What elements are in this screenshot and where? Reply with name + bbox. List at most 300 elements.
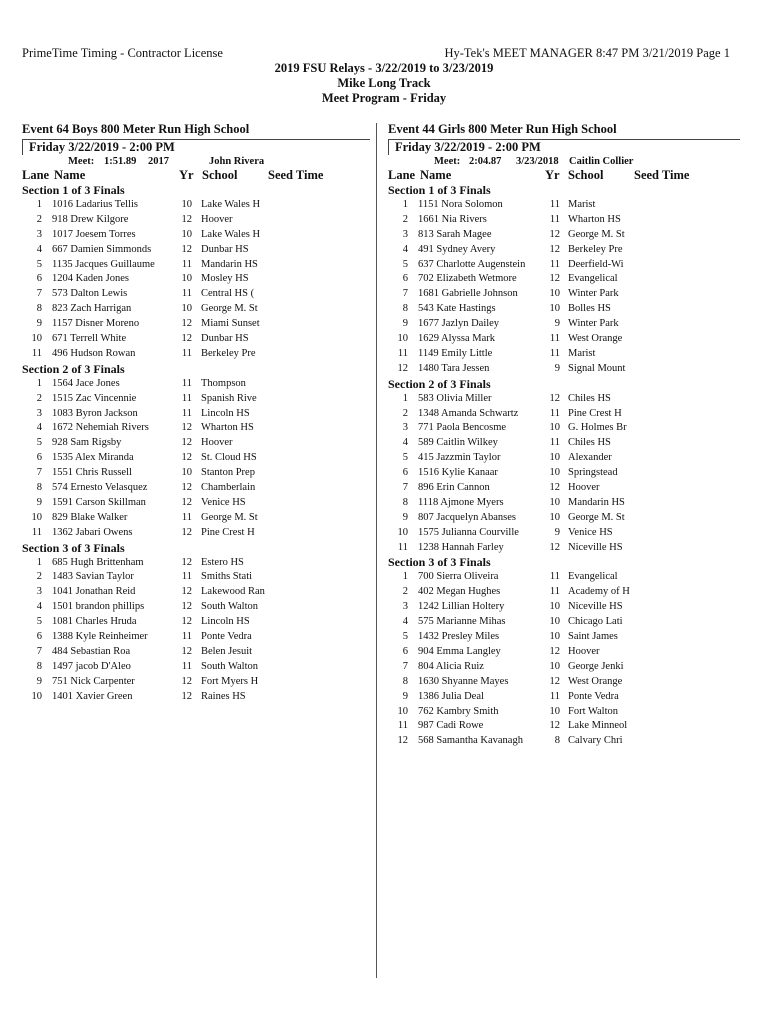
entry-name: 1661 Nia Rivers (418, 213, 487, 225)
lane-number: 4 (402, 243, 408, 255)
entry-school: West Orange (568, 675, 623, 687)
lane-number: 3 (402, 422, 408, 434)
entry-name: 807 Jacquelyn Abanses (418, 511, 516, 523)
lane-number: 10 (397, 526, 408, 538)
section-heading: Section 2 of 3 Finals (22, 361, 125, 376)
table-row (388, 243, 740, 258)
entry-name: 751 Nick Carpenter (52, 675, 135, 687)
column-header-yr: Yr (179, 168, 194, 182)
entry-school: Berkeley Pre (568, 243, 623, 255)
column-header-yr: Yr (545, 168, 560, 182)
entry-school: Pine Crest H (568, 407, 622, 419)
lane-number: 7 (36, 467, 42, 479)
entry-year: 10 (549, 288, 560, 300)
entry-school: George M. St (568, 511, 625, 523)
entry-name: 1432 Presley Miles (418, 631, 500, 643)
meet-record-label: Meet: (434, 156, 461, 167)
lane-number: 1 (36, 556, 42, 568)
table-row (388, 407, 740, 422)
lane-number: 4 (36, 601, 42, 613)
table-row (22, 481, 370, 496)
entry-name: 823 Zach Harrigan (52, 303, 132, 315)
table-row (388, 317, 740, 332)
entry-name: 1677 Jazlyn Dailey (418, 318, 500, 330)
entry-year: 10 (181, 273, 192, 285)
table-row (388, 481, 740, 496)
entry-name: 1388 Kyle Reinheimer (52, 631, 148, 643)
entry-year: 11 (549, 586, 560, 598)
entry-year: 11 (549, 437, 560, 449)
lane-number: 4 (402, 437, 408, 449)
lane-number: 8 (402, 303, 408, 315)
entry-year: 12 (549, 273, 560, 285)
lane-number: 1 (402, 199, 408, 210)
entry-name: 1204 Kaden Jones (52, 273, 129, 285)
entry-year: 10 (181, 228, 192, 240)
entry-school: Venice HS (201, 496, 246, 508)
table-row (388, 645, 740, 660)
lane-number: 3 (36, 407, 42, 419)
entry-school: Winter Park (568, 288, 619, 300)
table-row (388, 347, 740, 362)
entry-school: Marist (568, 199, 596, 210)
entry-year: 12 (181, 556, 192, 568)
entry-school: Miami Sunset (201, 318, 260, 330)
entry-school: Belen Jesuit (201, 645, 253, 657)
table-row (22, 243, 370, 258)
table-row (388, 198, 740, 213)
lane-number: 1 (402, 571, 408, 583)
lane-number: 2 (36, 213, 42, 225)
entry-school: Mandarin HS (201, 258, 258, 270)
entry-name: 702 Elizabeth Wetmore (418, 273, 517, 285)
entry-school: Fort Myers H (201, 675, 259, 687)
column-header-school: School (568, 168, 604, 182)
column-header-name: Name (54, 168, 86, 182)
entry-name: 918 Drew Kilgore (52, 213, 129, 225)
entry-name: 496 Hudson Rowan (52, 347, 136, 359)
table-row (388, 436, 740, 451)
entry-school: South Walton (201, 660, 259, 672)
lane-number: 6 (402, 645, 408, 657)
entry-name: 1501 brandon phillips (52, 601, 145, 613)
table-row (22, 302, 370, 317)
entry-year: 10 (549, 452, 560, 464)
entry-year: 11 (549, 571, 560, 583)
lane-number: 10 (397, 705, 408, 717)
lane-number: 8 (36, 482, 42, 494)
table-row (388, 734, 740, 749)
table-row (22, 272, 370, 287)
entry-name: 1348 Amanda Schwartz (418, 407, 519, 419)
table-row (388, 600, 740, 615)
table-row (388, 451, 740, 466)
lane-number: 11 (397, 541, 408, 553)
entry-year: 11 (181, 258, 192, 270)
table-row (22, 615, 370, 630)
section-heading: Section 1 of 3 Finals (388, 183, 491, 197)
entry-school: G. Holmes Br (568, 422, 627, 434)
lane-number: 2 (402, 586, 408, 598)
lane-number: 9 (402, 511, 408, 523)
entry-year: 11 (181, 660, 192, 672)
table-row (22, 436, 370, 451)
entry-name: 573 Dalton Lewis (52, 288, 128, 300)
entry-name: 1157 Disner Moreno (52, 318, 140, 330)
entry-school: Chiles HS (568, 392, 611, 404)
table-row (388, 421, 740, 436)
table-row (22, 392, 370, 407)
entry-year: 12 (549, 541, 560, 553)
entry-year: 10 (549, 660, 560, 672)
entry-year: 12 (181, 452, 192, 464)
lane-number: 9 (36, 675, 42, 687)
table-row (388, 660, 740, 675)
entry-name: 928 Sam Rigsby (52, 437, 122, 449)
entry-year: 12 (181, 318, 192, 330)
entry-school: Hoover (568, 482, 600, 494)
entry-school: Evangelical (568, 273, 618, 285)
lane-number: 9 (36, 496, 42, 508)
lane-number: 1 (36, 199, 42, 210)
entry-year: 12 (181, 675, 192, 687)
entry-year: 12 (181, 616, 192, 628)
entry-school: Chamberlain (201, 482, 256, 494)
entry-school: Chiles HS (568, 437, 611, 449)
lane-number: 5 (36, 258, 42, 270)
entry-year: 12 (181, 586, 192, 598)
entry-year: 9 (554, 526, 560, 538)
table-row (22, 317, 370, 332)
entry-school: Lake Wales H (201, 228, 261, 240)
entry-name: 1083 Byron Jackson (52, 407, 138, 419)
table-row (388, 302, 740, 317)
entry-name: 484 Sebastian Roa (52, 645, 131, 657)
lane-number: 1 (36, 377, 42, 389)
event-datetime: Friday 3/22/2019 - 2:00 PM (22, 139, 370, 155)
section-heading: Section 3 of 3 Finals (388, 555, 491, 570)
header-license: PrimeTime Timing - Contractor License (22, 46, 223, 60)
table-row (22, 332, 370, 347)
entry-name: 402 Megan Hughes (418, 586, 501, 598)
lane-number: 4 (36, 243, 42, 255)
entry-school: Smiths Stati (201, 571, 253, 583)
entry-name: 1575 Julianna Courville (418, 526, 519, 538)
entry-year: 10 (549, 467, 560, 479)
entry-name: 904 Emma Langley (418, 645, 501, 657)
lane-number: 2 (402, 213, 408, 225)
entry-year: 11 (181, 631, 192, 643)
entry-year: 12 (181, 645, 192, 657)
entry-year: 12 (549, 645, 560, 657)
entry-name: 1591 Carson Skillman (52, 496, 146, 508)
lane-number: 2 (402, 407, 408, 419)
lane-number: 8 (402, 496, 408, 508)
entry-school: Estero HS (201, 556, 244, 568)
lane-number: 9 (36, 318, 42, 330)
meet-record-holder: John Rivera (209, 156, 265, 167)
meet-title: 2019 FSU Relays - 3/22/2019 to 3/23/2019 (274, 61, 494, 75)
entry-name: 589 Caitlin Wilkey (418, 437, 498, 449)
table-row (22, 287, 370, 302)
entry-name: 1041 Jonathan Reid (52, 586, 136, 598)
entry-name: 1564 Jace Jones (52, 377, 120, 389)
lane-number: 6 (402, 467, 408, 479)
lane-number: 5 (402, 631, 408, 643)
lane-number: 7 (36, 645, 42, 657)
entry-school: Ponte Vedra (568, 690, 619, 702)
table-row (388, 675, 740, 690)
entry-name: 1516 Kylie Kanaar (418, 467, 498, 479)
entry-school: Winter Park (568, 318, 619, 330)
table-row (388, 213, 740, 228)
entry-name: 1551 Chris Russell (52, 467, 132, 479)
lane-number: 7 (402, 288, 408, 300)
section-heading: Section 3 of 3 Finals (22, 540, 125, 555)
entry-school: Alexander (568, 452, 612, 464)
table-row (388, 496, 740, 511)
section-heading: Section 2 of 3 Finals (388, 376, 491, 391)
lane-number: 7 (402, 482, 408, 494)
lane-number: 7 (402, 660, 408, 672)
lane-number: 11 (397, 347, 408, 359)
lane-number: 10 (397, 333, 408, 345)
entry-school: Dunbar HS (201, 333, 249, 345)
entry-school: Saint James (568, 631, 618, 643)
lane-number: 9 (402, 318, 408, 330)
entry-name: 896 Erin Cannon (418, 482, 490, 494)
entry-school: Lake Wales H (201, 199, 261, 210)
table-row (22, 645, 370, 660)
entry-name: 771 Paola Bencosme (418, 422, 507, 434)
entry-name: 1151 Nora Solomon (418, 199, 503, 210)
entry-year: 11 (549, 347, 560, 359)
table-row (388, 570, 740, 585)
entry-name: 574 Ernesto Velasquez (52, 482, 148, 494)
entry-year: 11 (181, 377, 192, 389)
column-headers (22, 168, 370, 183)
table-row (22, 421, 370, 436)
entry-year: 12 (549, 228, 560, 240)
entry-year: 11 (549, 199, 560, 210)
entry-name: 1118 Ajmone Myers (418, 496, 504, 508)
entry-name: 762 Kambry Smith (418, 705, 499, 717)
entry-name: 1497 jacob D'Aleo (52, 660, 131, 672)
entry-year: 12 (549, 392, 560, 404)
entry-year: 12 (181, 496, 192, 508)
table-row (22, 466, 370, 481)
entry-school: Niceville HS (568, 541, 623, 553)
table-row (388, 272, 740, 287)
table-row (388, 541, 740, 556)
entry-name: 1135 Jacques Guillaume (52, 258, 155, 270)
lane-number: 5 (36, 616, 42, 628)
lane-number: 3 (402, 601, 408, 613)
column-header-name: Name (420, 168, 452, 182)
entry-year: 11 (549, 213, 560, 225)
table-row (22, 630, 370, 645)
meet-record (22, 155, 370, 168)
entry-year: 10 (181, 467, 192, 479)
entry-name: 1535 Alex Miranda (52, 452, 134, 464)
column-header-lane: Lane (388, 168, 416, 182)
lane-number: 2 (36, 571, 42, 583)
entry-name: 583 Olivia Miller (418, 392, 492, 404)
meet-record-time: 1:51.89 (104, 156, 137, 167)
entry-school: Springstead (568, 467, 618, 479)
lane-number: 5 (36, 437, 42, 449)
table-row (22, 347, 370, 362)
entry-school: Academy of H (568, 586, 630, 598)
column-header-seed: Seed Time (634, 168, 690, 182)
entry-school: Hoover (201, 213, 233, 225)
entry-school: Dunbar HS (201, 243, 249, 255)
entry-name: 671 Terrell White (52, 333, 127, 345)
entry-name: 491 Sydney Avery (418, 243, 496, 255)
entry-year: 9 (554, 318, 560, 330)
entry-school: Central HS ( (201, 288, 255, 300)
lane-number: 3 (36, 586, 42, 598)
entry-year: 11 (181, 511, 192, 523)
entry-year: 12 (181, 482, 192, 494)
entry-name: 987 Cadi Rowe (418, 720, 484, 732)
entry-school: Wharton HS (201, 422, 254, 434)
lane-number: 6 (36, 631, 42, 643)
entry-name: 667 Damien Simmonds (52, 243, 152, 255)
entry-name: 415 Jazzmin Taylor (418, 452, 501, 464)
table-row (22, 511, 370, 526)
entry-name: 1483 Savian Taylor (52, 571, 134, 583)
table-row (22, 600, 370, 615)
entry-school: Lincoln HS (201, 616, 250, 628)
entry-name: 1681 Gabrielle Johnson (418, 288, 518, 300)
entry-name: 568 Samantha Kavanagh (418, 735, 523, 747)
entry-school: Chicago Lati (568, 616, 623, 628)
entry-year: 11 (181, 407, 192, 419)
lane-number: 6 (36, 273, 42, 285)
entry-year: 12 (549, 243, 560, 255)
entry-school: Mandarin HS (568, 496, 625, 508)
lane-number: 10 (31, 333, 42, 345)
entry-school: Hoover (568, 645, 600, 657)
table-row (388, 466, 740, 481)
table-row (22, 675, 370, 690)
table-row (388, 585, 740, 600)
entry-year: 12 (181, 333, 192, 345)
entry-school: Calvary Chri (568, 735, 623, 747)
entry-name: 575 Marianne Mihas (418, 616, 506, 628)
entry-name: 1672 Nehemiah Rivers (52, 422, 149, 434)
entry-school: Spanish Rive (201, 392, 257, 404)
table-row (22, 258, 370, 273)
entry-school: Stanton Prep (201, 467, 255, 479)
entry-name: 1242 Lillian Holtery (418, 601, 505, 613)
entry-year: 12 (181, 422, 192, 434)
entry-school: George Jenki (568, 660, 624, 672)
lane-number: 5 (402, 258, 408, 270)
entry-school: George M. St (201, 511, 258, 523)
event-column-girls (388, 122, 740, 749)
table-row (388, 615, 740, 630)
entry-school: George M. St (201, 303, 258, 315)
entry-school: Wharton HS (568, 213, 621, 225)
lane-number: 4 (36, 422, 42, 434)
table-row (22, 451, 370, 466)
lane-number: 3 (402, 228, 408, 240)
entry-name: 1016 Ladarius Tellis (52, 199, 138, 210)
entry-school: West Orange (568, 333, 623, 345)
entry-name: 700 Sierra Oliveira (418, 571, 499, 583)
lane-number: 7 (36, 288, 42, 300)
entry-name: 637 Charlotte Augenstein (418, 258, 526, 270)
entry-school: Fort Walton (568, 705, 619, 717)
lane-number: 8 (402, 675, 408, 687)
lane-number: 10 (31, 511, 42, 523)
column-divider (376, 123, 377, 978)
entry-year: 10 (549, 303, 560, 315)
column-header-school: School (202, 168, 238, 182)
lane-number: 11 (31, 526, 42, 538)
entry-school: South Walton (201, 601, 259, 613)
entry-year: 10 (549, 511, 560, 523)
entry-year: 10 (549, 631, 560, 643)
entry-year: 11 (549, 333, 560, 345)
lane-number: 1 (402, 392, 408, 404)
table-row (22, 377, 370, 392)
lane-number: 8 (36, 303, 42, 315)
entry-school: Raines HS (201, 690, 246, 702)
venue-title: Mike Long Track (337, 76, 431, 90)
table-row (388, 362, 740, 377)
entry-name: 543 Kate Hastings (418, 303, 496, 315)
table-row (22, 407, 370, 422)
table-row (22, 228, 370, 243)
entry-name: 1017 Joesem Torres (52, 228, 136, 240)
entry-year: 8 (554, 735, 560, 747)
lane-number: 12 (397, 362, 408, 374)
entry-year: 12 (181, 213, 192, 225)
entry-school: Pine Crest H (201, 526, 255, 538)
entry-year: 10 (549, 616, 560, 628)
entry-year: 12 (181, 690, 192, 702)
column-header-seed: Seed Time (268, 168, 324, 182)
entry-year: 11 (549, 690, 560, 702)
lane-number: 2 (36, 392, 42, 404)
entry-name: 1238 Hannah Farley (418, 541, 504, 553)
entry-school: Evangelical (568, 571, 618, 583)
entry-school: Deerfield-Wi (568, 258, 624, 270)
entry-year: 11 (181, 288, 192, 300)
entry-year: 12 (181, 601, 192, 613)
lane-number: 8 (36, 660, 42, 672)
table-row (22, 213, 370, 228)
entry-name: 1149 Emily Little (418, 347, 493, 359)
entry-year: 10 (549, 601, 560, 613)
table-row (388, 287, 740, 302)
lane-number: 11 (31, 347, 42, 359)
lane-number: 4 (402, 616, 408, 628)
entry-school: Berkeley Pre (201, 347, 256, 359)
lane-number: 3 (36, 228, 42, 240)
entry-name: 829 Blake Walker (52, 511, 128, 523)
entry-year: 12 (549, 720, 560, 732)
entry-year: 10 (549, 496, 560, 508)
table-row (388, 228, 740, 243)
table-row (388, 719, 740, 734)
entry-name: 1629 Alyssa Mark (418, 333, 495, 345)
entry-year: 10 (549, 422, 560, 434)
entry-year: 12 (181, 243, 192, 255)
